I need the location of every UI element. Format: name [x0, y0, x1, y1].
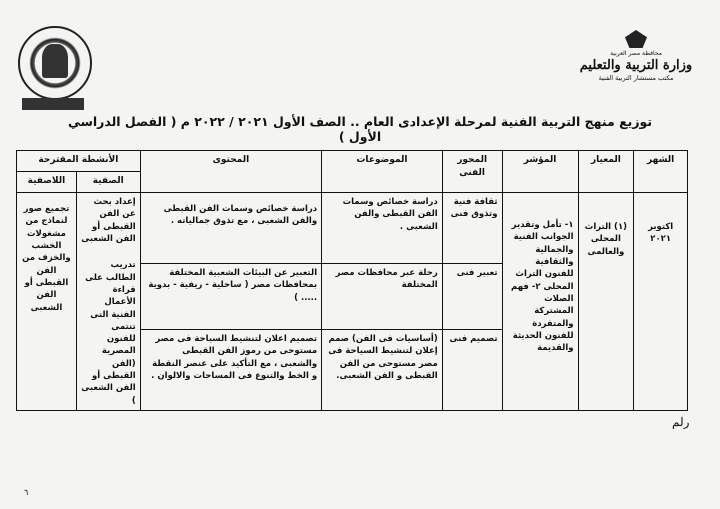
- ministry-name: وزارة التربية والتعليم: [579, 58, 693, 73]
- cell-standard: (١) التراث المحلى والعالمى: [578, 193, 634, 411]
- gov-label: محافظة مصر العربية: [610, 50, 662, 57]
- seal-caption-bar: [22, 98, 84, 110]
- cell-content: تصميم اعلان لتنشيط السياحة فى مصر مستوحى من رموز الفن القبطى والشعبى ، مع التأكيد على عنصر النقطة و الخط والتنوع فى المساحات والالوان .: [140, 330, 321, 411]
- header-topics: الموضوعات: [322, 151, 443, 193]
- page-number: ٦: [24, 488, 29, 497]
- cell-indicator: ١- تأمل وتقدير الجوانب الفنية والجمالية والثقافية للفنون التراث المحلى ٢- فهم الصلات المشتركة والمتفردة للفنون الحديثة والقديمة: [502, 193, 578, 411]
- cell-extra: تجميع صور لنماذج من مشغولات الخشب والخزف من الفن القبطى أو الفن الشعبى: [17, 193, 77, 411]
- cell-topic: (أساسيات فى الفن) صمم إعلان لتنشيط السياحة فى مصر مستوحى من الفن القبطى و الفن الشعبى.: [322, 330, 443, 411]
- header-month: الشهر: [634, 151, 688, 193]
- cell-axis: تصميم فنى: [442, 330, 502, 411]
- header-axis: المحور الفنى: [442, 151, 502, 193]
- cell-topic: دراسة خصائص وسمات الفن القبطى والفن الشعبى .: [322, 193, 443, 264]
- classroom-activity-2: تدريب الطالب على قراءة الأعمال الفنية التى تنتمى للفنون المصرية (الفن القبطى أو الفن الشعبى ): [81, 260, 136, 406]
- cell-topic: رحلة عبر محافظات مصر المختلفة: [322, 264, 443, 330]
- header-indicator: المؤشر: [502, 151, 578, 193]
- table-header-row: [17, 151, 688, 172]
- handwritten-signature: رلم: [672, 415, 690, 429]
- classroom-activity-1: إعداد بحث عن الفن القبطى أو الفن الشعبى: [81, 197, 136, 244]
- cell-classroom: [76, 193, 140, 411]
- header-standard: المعيار: [578, 151, 634, 193]
- header-activities: الأنشطة المقترحة: [17, 151, 141, 172]
- header-classroom: الصفية: [76, 172, 140, 193]
- eagle-emblem-icon: [625, 30, 647, 48]
- cell-axis: ثقافة فنية وتذوق فنى: [442, 193, 502, 264]
- institution-seal-logo: [18, 26, 92, 100]
- document-title: توزيع منهج التربية الفنية لمرحلة الإعدادى العام .. الصف الأول ٢٠٢١ / ٢٠٢٢ م ( الفصل الدراسي الأول ): [67, 114, 653, 144]
- header-extra: اللاصفية: [17, 172, 77, 193]
- ministry-header: [576, 30, 696, 82]
- office-name: مكتب مستشار التربية الفنية: [598, 74, 674, 82]
- table-row: [17, 193, 688, 264]
- cell-month: اكتوبر ٢٠٢١: [634, 193, 688, 411]
- header-content: المحتوى: [140, 151, 321, 193]
- curriculum-table: [16, 150, 688, 411]
- cell-content: التعبير عن البيئات الشعبية المختلفة بمحافظات مصر ( ساحلية - ريفية - بدوية ..... ): [140, 264, 321, 330]
- cell-content: دراسة خصائص وسمات الفن القبطى والفن الشعبى ، مع تذوق جمالياته .: [140, 193, 321, 264]
- cell-axis: تعبير فنى: [442, 264, 502, 330]
